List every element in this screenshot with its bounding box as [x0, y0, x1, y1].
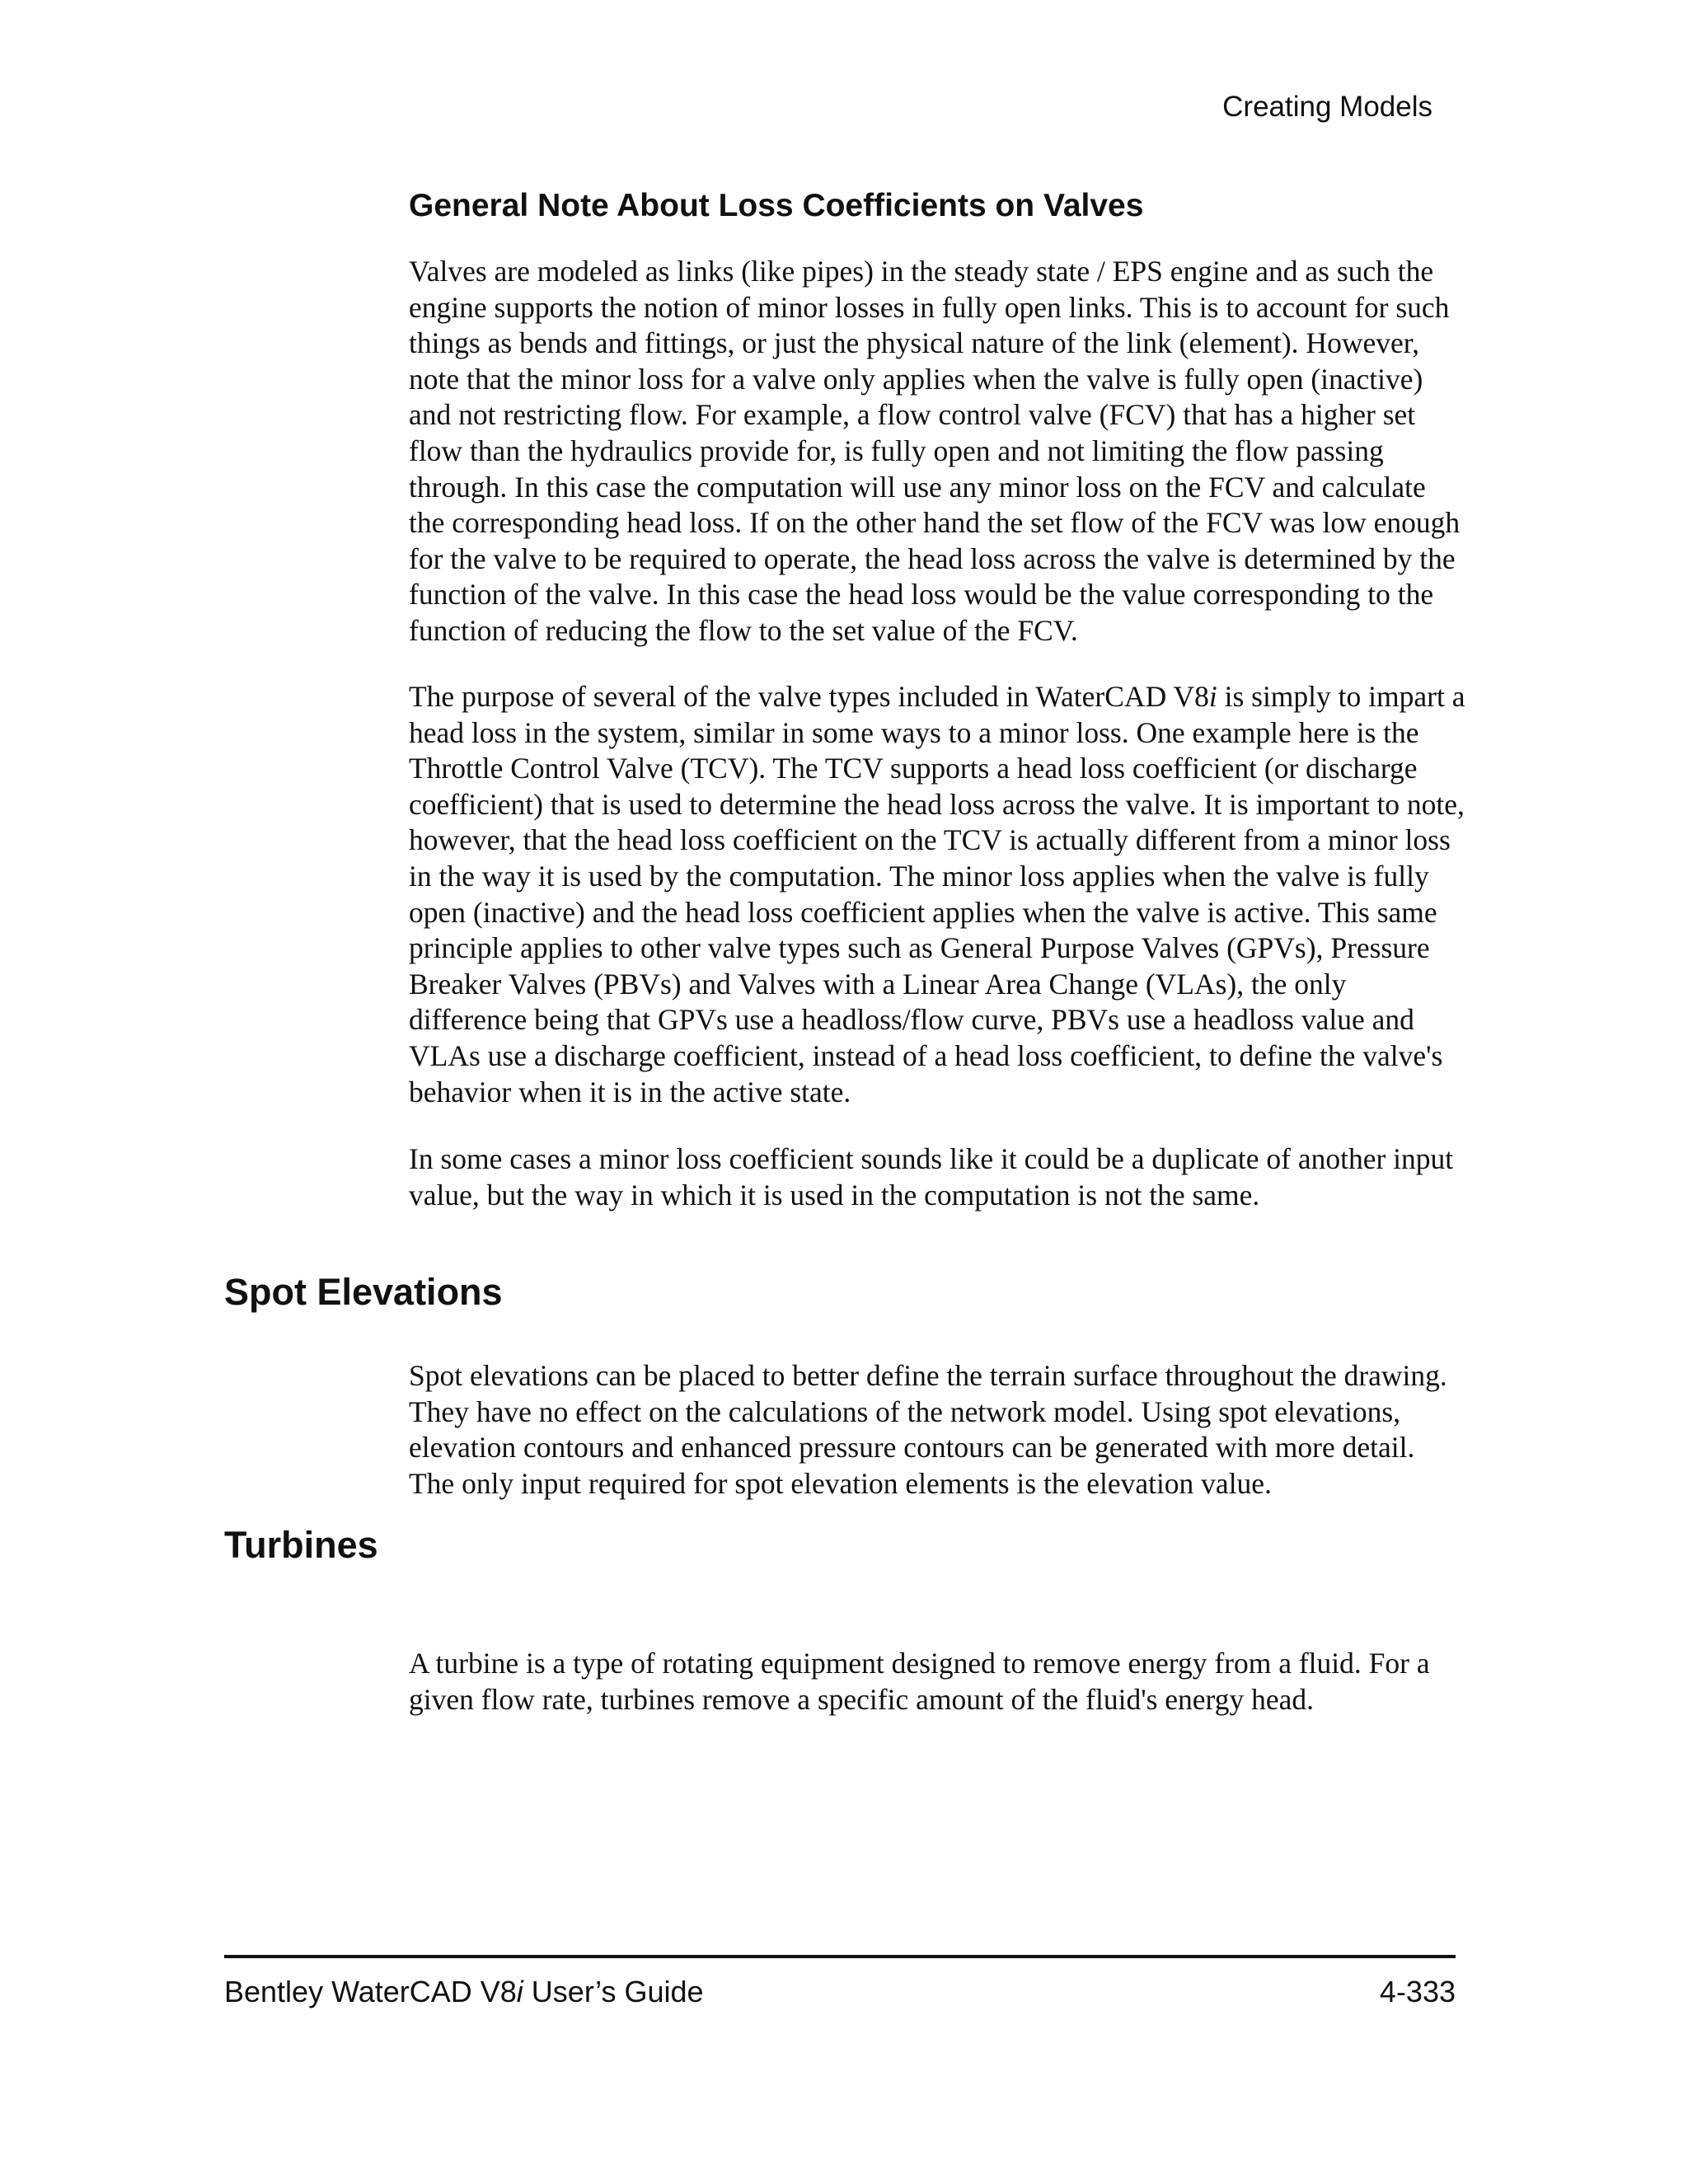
- page-number: 4-333: [1379, 1975, 1456, 2008]
- turbines-heading: Turbines: [224, 1524, 378, 1566]
- footer-divider: [224, 1955, 1456, 1958]
- loss-note-paragraph-1: Valves are modeled as links (like pipes) in the steady state / EPS engine and as such the engine supports the notion of minor losses in fully open links. This is to account for such things as bends and fittings, or just the physical nature of the link (element). However, note that the minor loss for a valve only applies when the valve is fully open (inactive) and not restricting flow. For example, a flow control valve (FCV) that has a higher set flow than the hydraulics provide for, is fully open and not limiting the flow passing through. In this case the computation will use any minor loss on the FCV and calculate the corresponding head loss. If on the other hand the set flow of the FCV was low enough for the valve to be required to operate, the head loss across the valve is determined by the function of the valve. In this case the head loss would be the value corresponding to the function of reducing the flow to the set value of the FCV.: [409, 255, 1461, 647]
- turbines-paragraph: A turbine is a type of rotating equipment designed to remove energy from a fluid. For a given flow rate, turbines remove a specific amount of the fluid's energy head.: [409, 1647, 1430, 1716]
- spot-elevations-paragraph: Spot elevations can be placed to better define the terrain surface throughout the drawing. They have no effect on the calculations of the network model. Using spot elevations, elevation contours and enhanced pressure contours can be generated with more detail. The only input required for spot elevation elements is the elevation value.: [409, 1359, 1447, 1500]
- loss-note-paragraph-3: In some cases a minor loss coefficient sounds like it could be a duplicate of another input value, but the way in which it is used in the computation is not the same.: [409, 1142, 1454, 1212]
- footer-guide-title: [224, 1973, 704, 2011]
- footer-title-end: User’s Guide: [523, 1975, 704, 2008]
- loss-note-p2-end: is simply to impart a head loss in the system, similar in some ways to a minor loss. One example here is the Throttle Control Valve (TCV). The TCV supports a head loss coefficient (or discharge coefficient) that is used to determine the head loss across the valve. It is important to note, however, that the head loss coefficient on the TCV is actually different from a minor loss in the way it is used by the computation. The minor loss applies when the valve is fully open (inactive) and the head loss coefficient applies when the valve is active. This same principle applies to other valve types such as General Purpose Valves (GPVs), Pressure Breaker Valves (PBVs) and Valves with a Linear Area Change (VLAs), the only difference being that GPVs use a headloss/flow curve, PBVs use a headloss value and VLAs use a discharge coefficient, instead of a head loss coefficient, to define the valve's behavior when it is in the active state.: [409, 680, 1465, 1108]
- spot-elevations-heading: Spot Elevations: [224, 1271, 503, 1313]
- loss-note-heading: General Note About Loss Coefficients on Valves: [409, 188, 1144, 223]
- footer-title-italic: i: [516, 1975, 523, 2008]
- loss-note-p2-italic: i: [1208, 680, 1217, 713]
- loss-note-p2-start: The purpose of several of the valve types included in WaterCAD V8: [409, 680, 1209, 713]
- loss-note-paragraph-2: [409, 679, 1465, 1110]
- running-header: Creating Models: [1222, 91, 1432, 123]
- footer-title-start: Bentley WaterCAD V8: [224, 1975, 517, 2008]
